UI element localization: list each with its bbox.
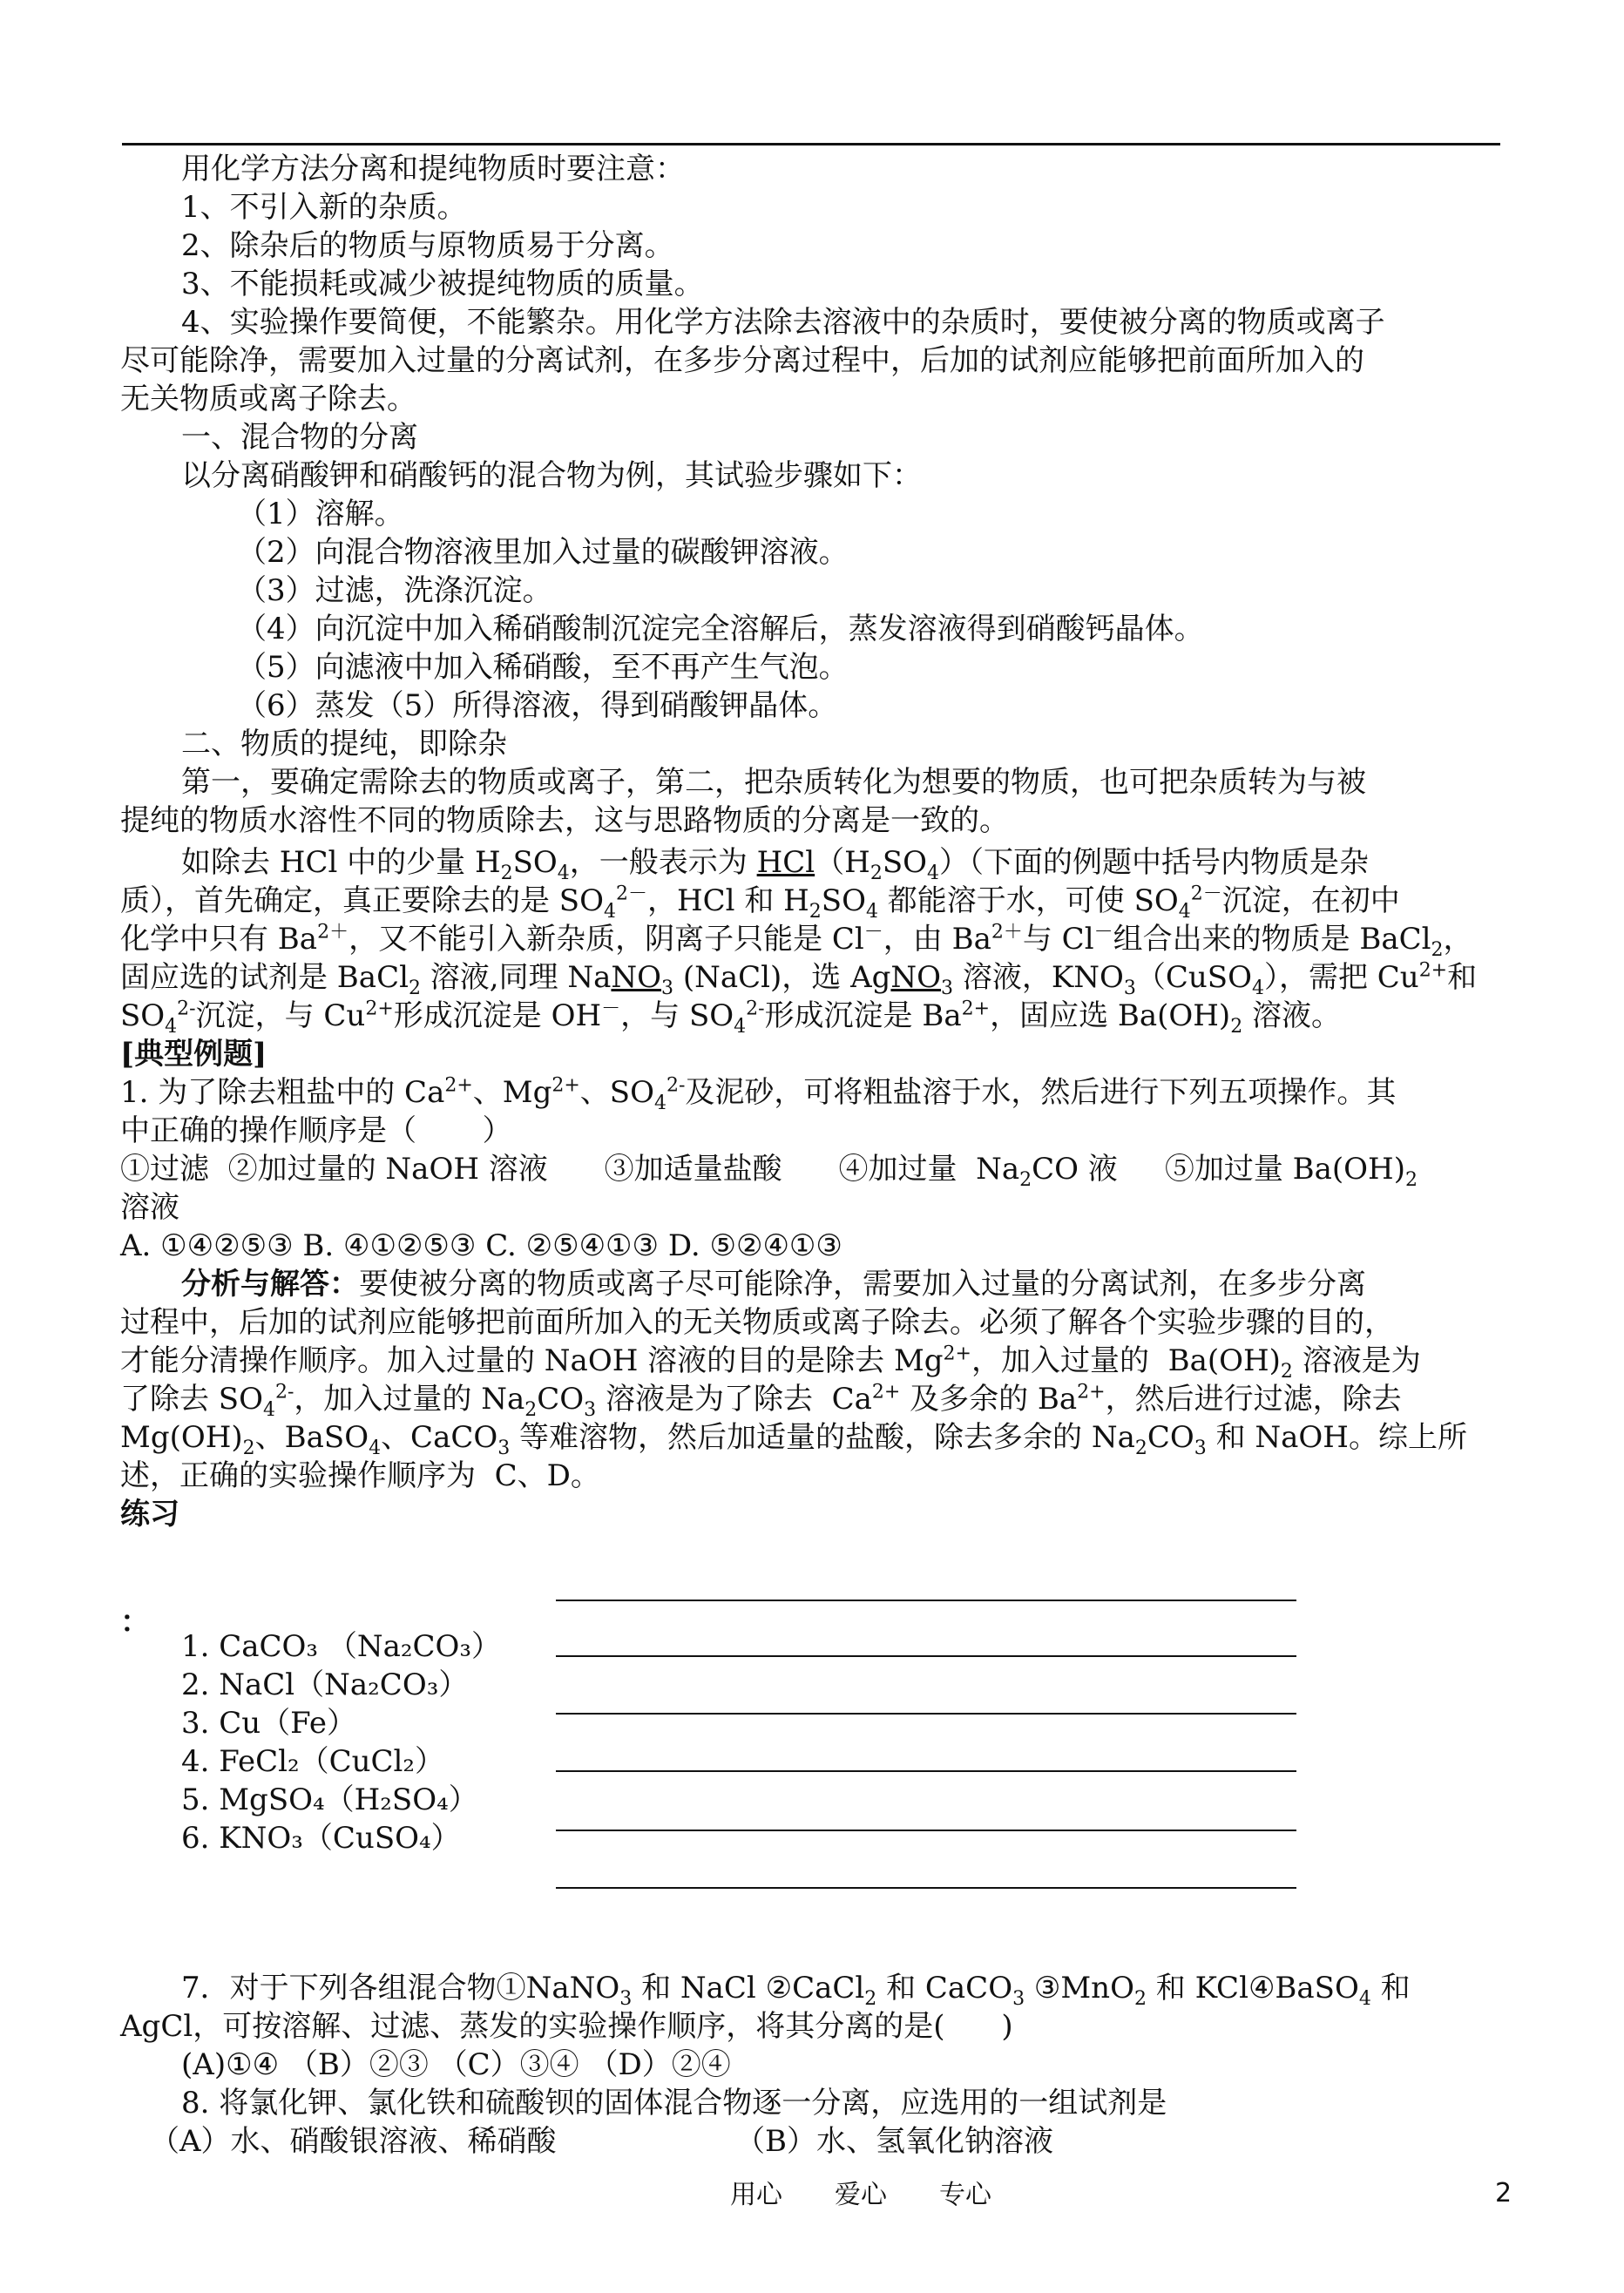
q7-stem-line1: 7．对于下列各组混合物①NaNO$_3$ 和 NaCl ②CaCl$_2$ 和 CaCO$_3$ ③MnO$_2$ 和 KCl④BaSO$_4$ 和 [181,1971,1411,2010]
analysis-line6: 述，正确的实验操作顺序为 C、D。 [120,1458,600,1493]
step-2: （2）向混合物溶液里加入过量的碳酸钾溶液。 [237,535,849,570]
analysis-line3: 才能分清操作顺序。加入过量的 NaOH 溶液的目的是除去 $Mg^{2+}$，加入过量的 $Ba(OH)_2$ 溶液是为 [120,1343,1421,1383]
analysis-line5: $Mg(OH)_2$、BaSO$_4$、CaCO$_3$ 等难溶物，然后加适量的盐酸，除去多余的 $Na_2CO_3$ 和 NaOH。综上所 [120,1420,1467,1459]
practice-item-1: 1. CaCO₃ （Na₂CO₃） [181,1629,502,1664]
step-1: （1）溶解。 [237,497,404,531]
note-4c: 无关物质或离子除去。 [120,382,416,416]
step-5: （5）向滤液中加入稀硝酸，至不再产生气泡。 [237,650,849,685]
hcl-example-line4: 固应选的试剂是 BaCl$_2$ 溶液,同理 NaNO$_3$ (NaCl)，选 AgNO$_3$ 溶液，$KNO_3(CuSO_4)$，需把 $Cu^{2+}$和 [120,959,1478,999]
practice-item-4: 4. FeCl₂（CuCl₂） [181,1744,445,1779]
q7-options: (A)①④ （B）②③ （C）③④ （D）②④ [181,2047,731,2082]
practice-colon: ： [120,1605,150,1640]
analysis-line2: 过程中，后加的试剂应能够把前面所加入的无关物质或离子除去。必须了解各个实验步骤的目的， [120,1305,1394,1340]
practice-item-3: 3. Cu（Fe） [181,1706,357,1741]
q8-option-a: （A）水、硝酸银溶液、稀硝酸 [150,2124,557,2159]
note-1: 1、不引入新的杂质。 [181,190,467,225]
step-3: （3）过滤，洗涤沉淀。 [237,573,552,608]
footer-word-1: 用心 [730,2180,782,2210]
header-rule [122,143,1500,145]
practice-item-5: 5. MgSO₄（H₂SO₄） [181,1782,478,1817]
answer-line-2 [556,1713,1296,1715]
hcl-example-line3: 化学中只有 $Ba^{2+}$，又不能引入新杂质，阴离子只能是 Cl－，由 $Ba^{2+}$与 Cl－组合出来的物质是 BaCl$_2$， [120,921,1473,961]
answer-line-4 [556,1830,1296,1831]
footer-word-3: 专心 [939,2180,991,2210]
step-6: （6）蒸发（5）所得溶液，得到硝酸钾晶体。 [237,688,838,723]
analysis-line1: 分析与解答：要使被分离的物质或离子尽可能除净，需要加入过量的分离试剂，在多步分离 [181,1267,1366,1302]
answer-line-1 [556,1655,1296,1657]
hcl-example-line1: 如除去 HCl 中的少量 $H_2SO_4$，一般表示为 $HCl(H_2SO_4)$（下面的例题中括号内物质是杂 [181,845,1369,884]
practice-item-6: 6. KNO₃（CuSO₄） [181,1821,461,1856]
hcl-example-line2: 质），首先确定，真正要除去的是 $SO_4^{2-}$，HCl 和 $H_2SO_4$ 都能溶于水，可使 $SO_4^{2-}$沉淀，在初中 [120,883,1400,923]
section2-para-b: 提纯的物质水溶性不同的物质除去，这与思路物质的分离是一致的。 [120,803,1009,838]
q7-stem-line2: AgCl，可按溶解、过滤、蒸发的实验操作顺序，将其分离的是( ) [120,2009,1013,2044]
analysis-line4: 了除去 $SO_4^{2-}$，加入过量的 $Na_2CO_3$ 溶液是为了除去 $Ca^{2+}$ 及多余的 $Ba^{2+}$，然后进行过滤，除去 [120,1381,1402,1421]
example-stem-line2: 中正确的操作顺序是（ ） [120,1113,512,1148]
section1-lead: 以分离硝酸钾和硝酸钙的混合物为例，其试验步骤如下： [181,458,922,493]
note-4a: 4、实验操作要简便，不能繁杂。用化学方法除去溶液中的杂质时，要使被分离的物质或离子 [181,305,1385,340]
example-options: A. ①④②⑤③ B. ④①②⑤③ C. ②⑤④①③ D. ⑤②④①③ [120,1228,842,1263]
q8-stem: 8. 将氯化钾、氯化铁和硫酸钡的固体混合物逐一分离，应选用的一组试剂是 [181,2086,1167,2121]
example-heading: [典型例题] [120,1037,267,1072]
q8-option-b: （B）水、氢氧化钠溶液 [735,2124,1053,2159]
section2-para-a: 第一，要确定需除去的物质或离子，第二，把杂质转化为想要的物质，也可把杂质转为与被 [181,765,1366,800]
answer-line-5 [556,1887,1296,1889]
practice-heading: 练习 [120,1497,179,1532]
page-number: 2 [1495,2178,1512,2208]
note-4b: 尽可能除净，需要加入过量的分离试剂，在多步分离过程中，后加的试剂应能够把前面所加入的 [120,343,1364,378]
analysis-label: 分析与解答： [181,1267,359,1302]
note-2: 2、除杂后的物质与原物质易于分离。 [181,228,674,263]
intro-line: 用化学方法分离和提纯物质时要注意： [181,152,685,186]
answer-line-0 [556,1600,1296,1601]
example-stem-line1: 1. 为了除去粗盐中的 $Ca^{2+}$、$Mg^{2+}$、$SO_4^{2-}$及泥砂，可将粗盐溶于水，然后进行下列五项操作。其 [120,1074,1397,1114]
hcl-example-line5: $SO_4^{2-}$沉淀，与 $Cu^{2+}$形成沉淀是 OH－，与 $SO_4^{2-}$形成沉淀是 $Ba^{2+}$，固应选 $Ba(OH)_2$ 溶液。 [120,998,1342,1038]
section1-title: 一、混合物的分离 [181,420,418,455]
note-3: 3、不能损耗或减少被提纯物质的质量。 [181,267,704,301]
footer-word-2: 爱心 [835,2180,887,2210]
example-operations: ①过滤 ②加过量的 NaOH 溶液 ③加适量盐酸 ④加过量 $Na_2CO$ 液 ⑤加过量 $Ba(OH)_2$ [120,1152,1418,1191]
section2-title: 二、物质的提纯，即除杂 [181,727,507,761]
example-operations-cont: 溶液 [120,1190,179,1225]
step-4: （4）向沉淀中加入稀硝酸制沉淀完全溶解后，蒸发溶液得到硝酸钙晶体。 [237,612,1204,646]
practice-item-2: 2. NaCl（Na₂CO₃） [181,1667,469,1702]
answer-line-3 [556,1770,1296,1772]
